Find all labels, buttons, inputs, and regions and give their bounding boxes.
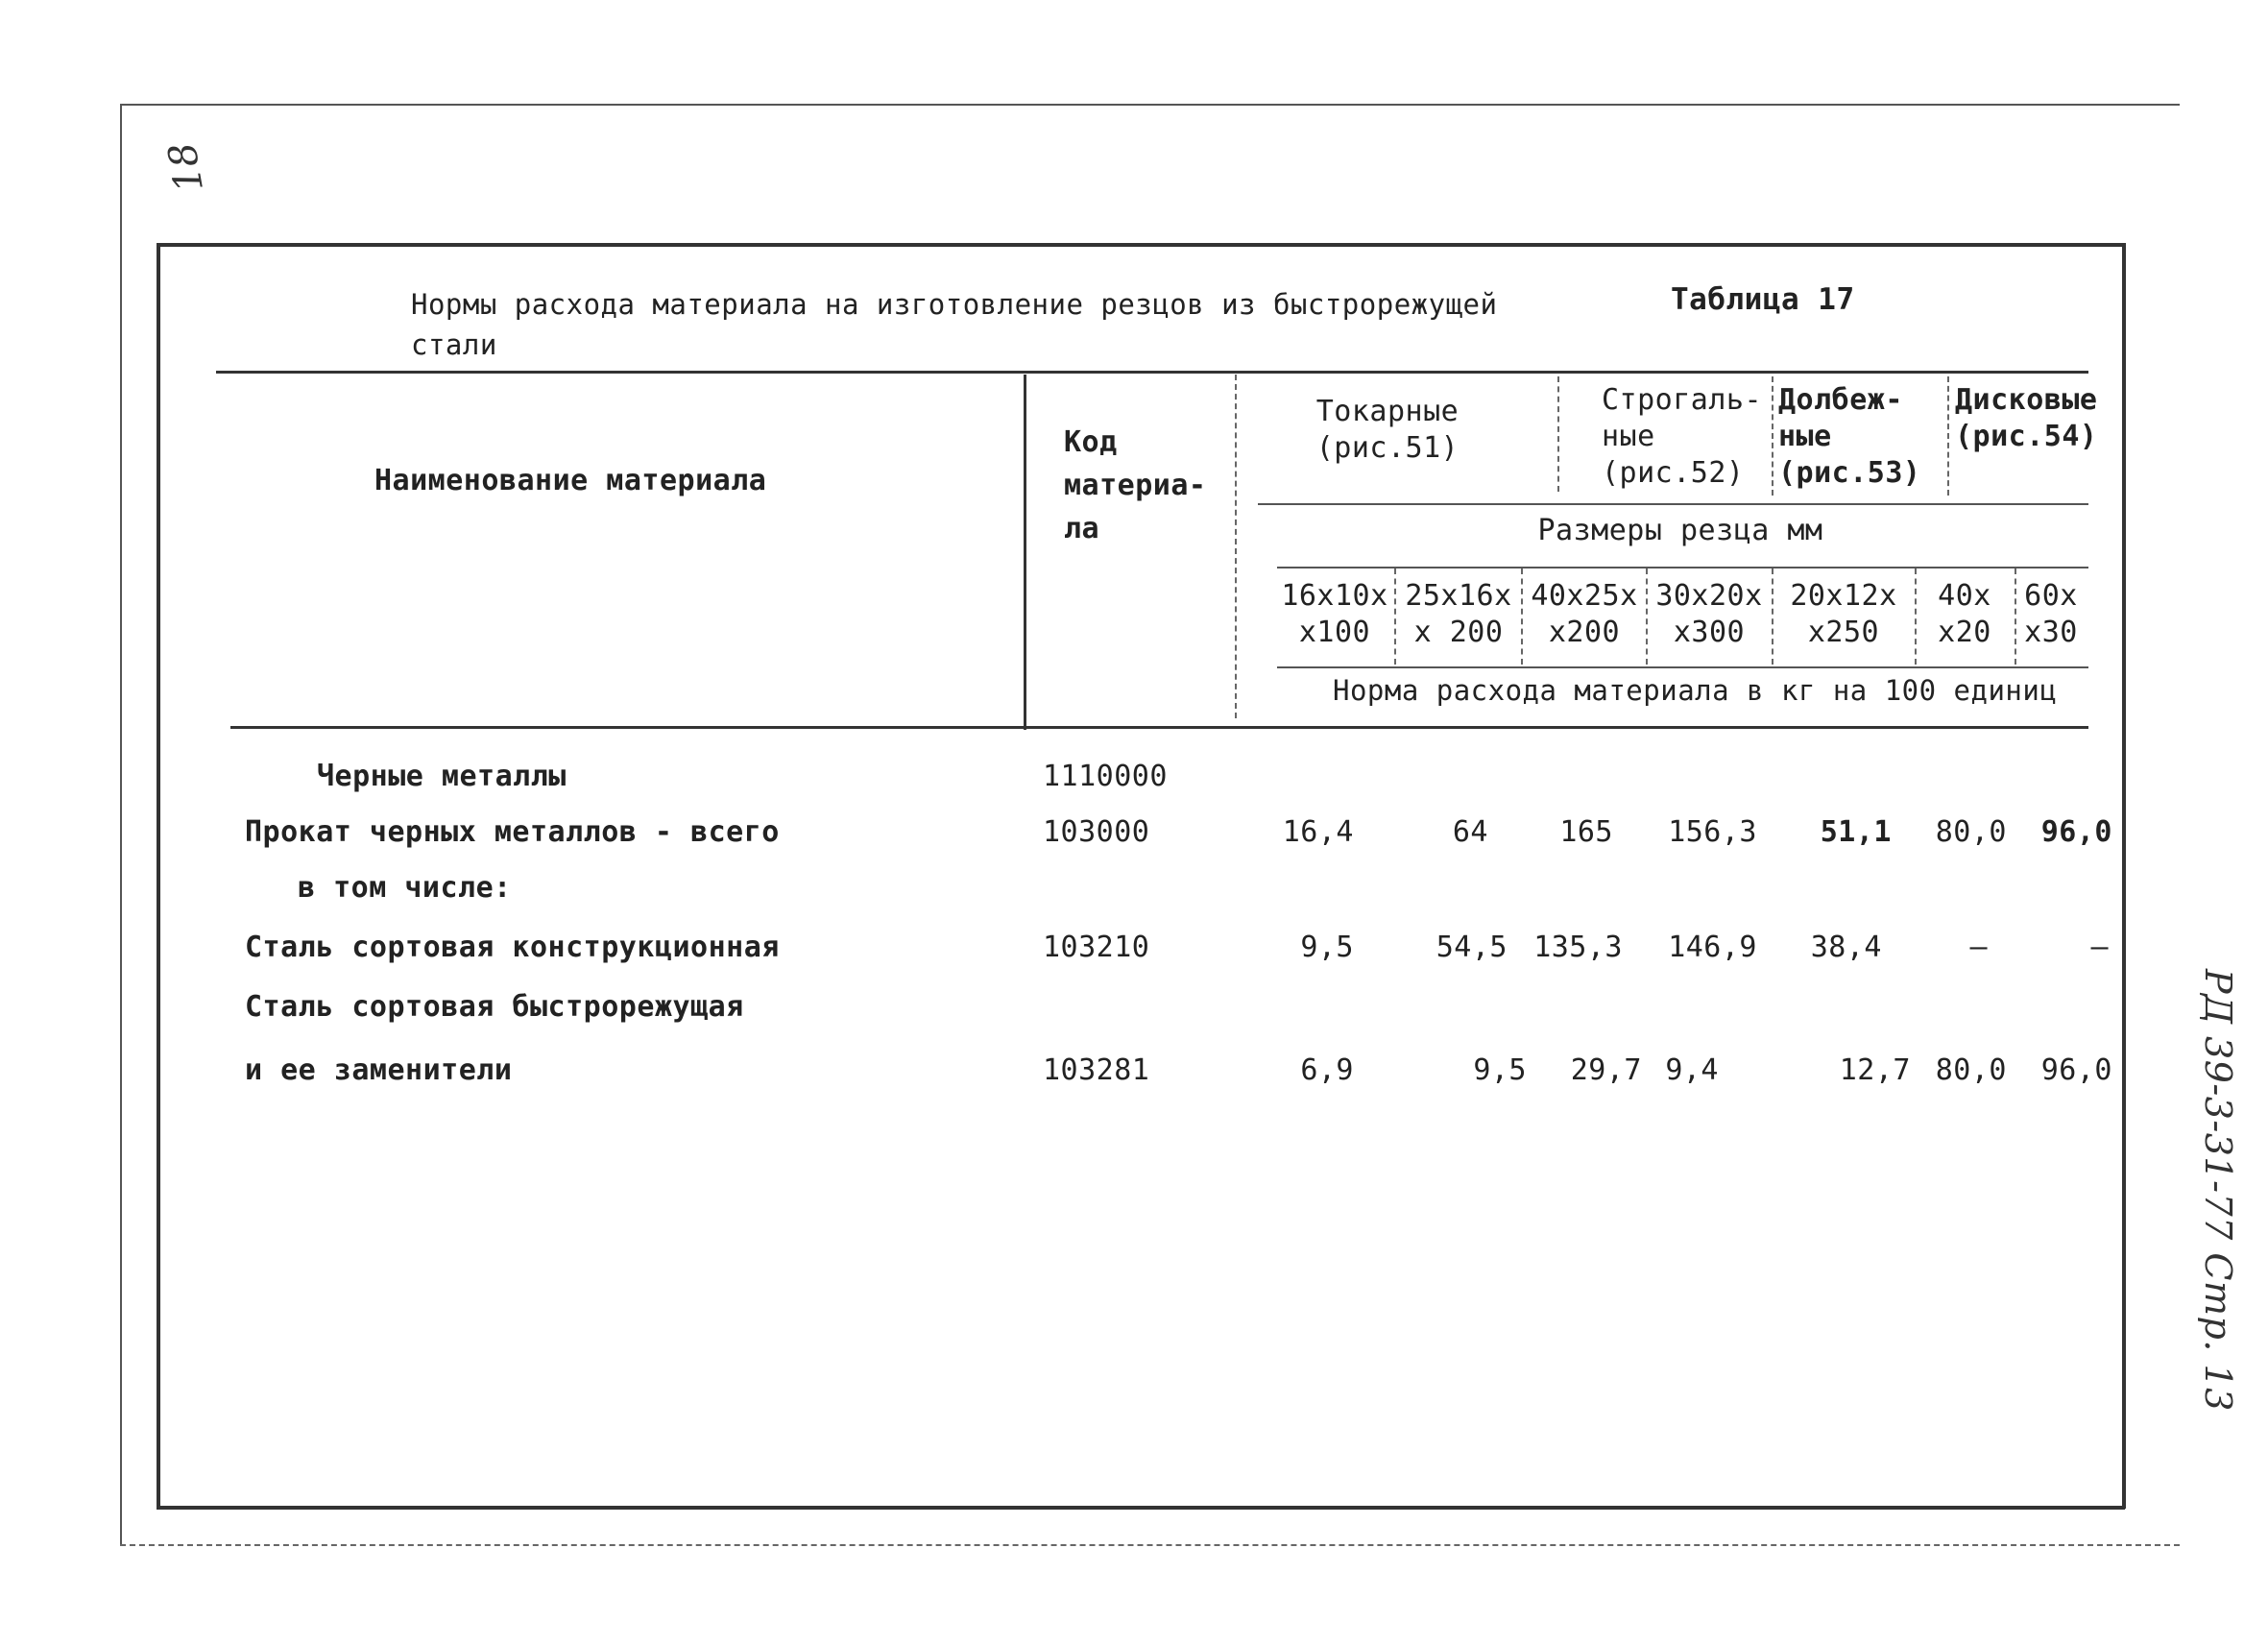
header-name-material: Наименование материала xyxy=(374,464,767,497)
row-1-value-7: 96,0 xyxy=(2040,815,2112,849)
outer-frame-left xyxy=(120,104,122,1544)
row-0-code: 1110000 xyxy=(1043,760,1168,793)
row-5-value-2: 9,5 xyxy=(1473,1053,1527,1087)
header-norm-label: Норма расхода материала в кг на 100 единиц xyxy=(1333,674,2058,707)
header-size-1: 16x10x x100 xyxy=(1281,579,1388,649)
code-values-divider xyxy=(1235,375,1237,718)
header-sizes-label: Размеры резца мм xyxy=(1537,514,1823,547)
row-3-value-2: 54,5 xyxy=(1436,931,1508,964)
row-5-value-6: 80,0 xyxy=(1935,1053,2007,1087)
row-5-value-4: 9,4 xyxy=(1665,1053,1719,1087)
row-2-name: в том числе: xyxy=(298,871,512,905)
header-size-7: 60x x30 xyxy=(2024,579,2078,649)
row-3-value-6: – xyxy=(1969,931,1988,964)
row-1-value-6: 80,0 xyxy=(1935,815,2007,849)
row-3-value-5: 38,4 xyxy=(1810,931,1882,964)
document-side-note: РД 39-3-31-77 Стр. 13 xyxy=(2197,969,2239,1412)
row-0-name: Черные металлы xyxy=(317,760,567,793)
row-1-value-1: 16,4 xyxy=(1282,815,1354,849)
row-3-value-3: 135,3 xyxy=(1533,931,1623,964)
inner-frame-right xyxy=(2122,243,2126,1509)
row-1-name: Прокат черных металлов - всего xyxy=(245,815,780,849)
header-group-turning: Токарные (рис.51) xyxy=(1315,395,1460,465)
header-group-disc: Дисковые (рис.54) xyxy=(1955,383,2098,453)
header-code-material: Код материа- ла xyxy=(1064,425,1207,545)
name-code-divider xyxy=(1024,375,1026,730)
row-3-value-4: 146,9 xyxy=(1668,931,1757,964)
inner-frame-left xyxy=(157,243,160,1509)
row-1-value-3: 165 xyxy=(1559,815,1613,849)
inner-frame-bottom xyxy=(157,1506,2125,1510)
header-size-2: 25x16x x 200 xyxy=(1405,579,1512,649)
group-divider-2 xyxy=(1772,376,1773,496)
header-bottom-rule xyxy=(230,726,2088,729)
group-divider-3 xyxy=(1947,376,1949,496)
document-title: Нормы расхода материала на изготовление резцов из быстрорежущей стали xyxy=(411,288,1498,361)
sizes-bottom-rule xyxy=(1277,666,2088,668)
row-5-value-5: 12,7 xyxy=(1839,1053,1911,1087)
header-group-planing: Строгаль- ные (рис.52) xyxy=(1602,383,1763,490)
table-label: Таблица 17 xyxy=(1671,282,1855,317)
inner-frame-top xyxy=(157,243,2125,247)
row-3-name: Сталь сортовая конструкционная xyxy=(245,931,780,964)
row-1-value-4: 156,3 xyxy=(1668,815,1757,849)
page-number: 18 xyxy=(159,138,213,196)
header-top-rule xyxy=(216,371,2088,374)
header-size-3: 40x25x x200 xyxy=(1531,579,1638,649)
row-3-value-7: – xyxy=(2090,931,2109,964)
row-5-value-7: 96,0 xyxy=(2040,1053,2112,1087)
row-1-code: 103000 xyxy=(1043,815,1150,849)
header-group-slotting: Долбеж- ные (рис.53) xyxy=(1778,383,1921,490)
outer-frame-bottom xyxy=(120,1544,2180,1546)
row-5-code: 103281 xyxy=(1043,1053,1150,1087)
group-divider-1 xyxy=(1557,376,1559,492)
row-4-name: Сталь сортовая быстрорежущая xyxy=(245,990,744,1024)
header-size-5: 20x12x x250 xyxy=(1790,579,1897,649)
row-1-value-2: 64 xyxy=(1452,815,1488,849)
size-divider-1 xyxy=(1394,568,1396,665)
row-5-value-1: 6,9 xyxy=(1300,1053,1354,1087)
row-3-value-1: 9,5 xyxy=(1300,931,1354,964)
row-1-value-5: 51,1 xyxy=(1820,815,1892,849)
row-5-name: и ее заменители xyxy=(245,1053,513,1087)
groups-bottom-rule xyxy=(1258,503,2088,505)
sizes-label-bottom-rule xyxy=(1277,567,2088,568)
row-5-value-3: 29,7 xyxy=(1570,1053,1642,1087)
outer-frame-top xyxy=(120,104,2180,106)
header-size-4: 30x20x x300 xyxy=(1655,579,1763,649)
row-3-code: 103210 xyxy=(1043,931,1150,964)
header-size-6: 40x x20 xyxy=(1938,579,1991,649)
